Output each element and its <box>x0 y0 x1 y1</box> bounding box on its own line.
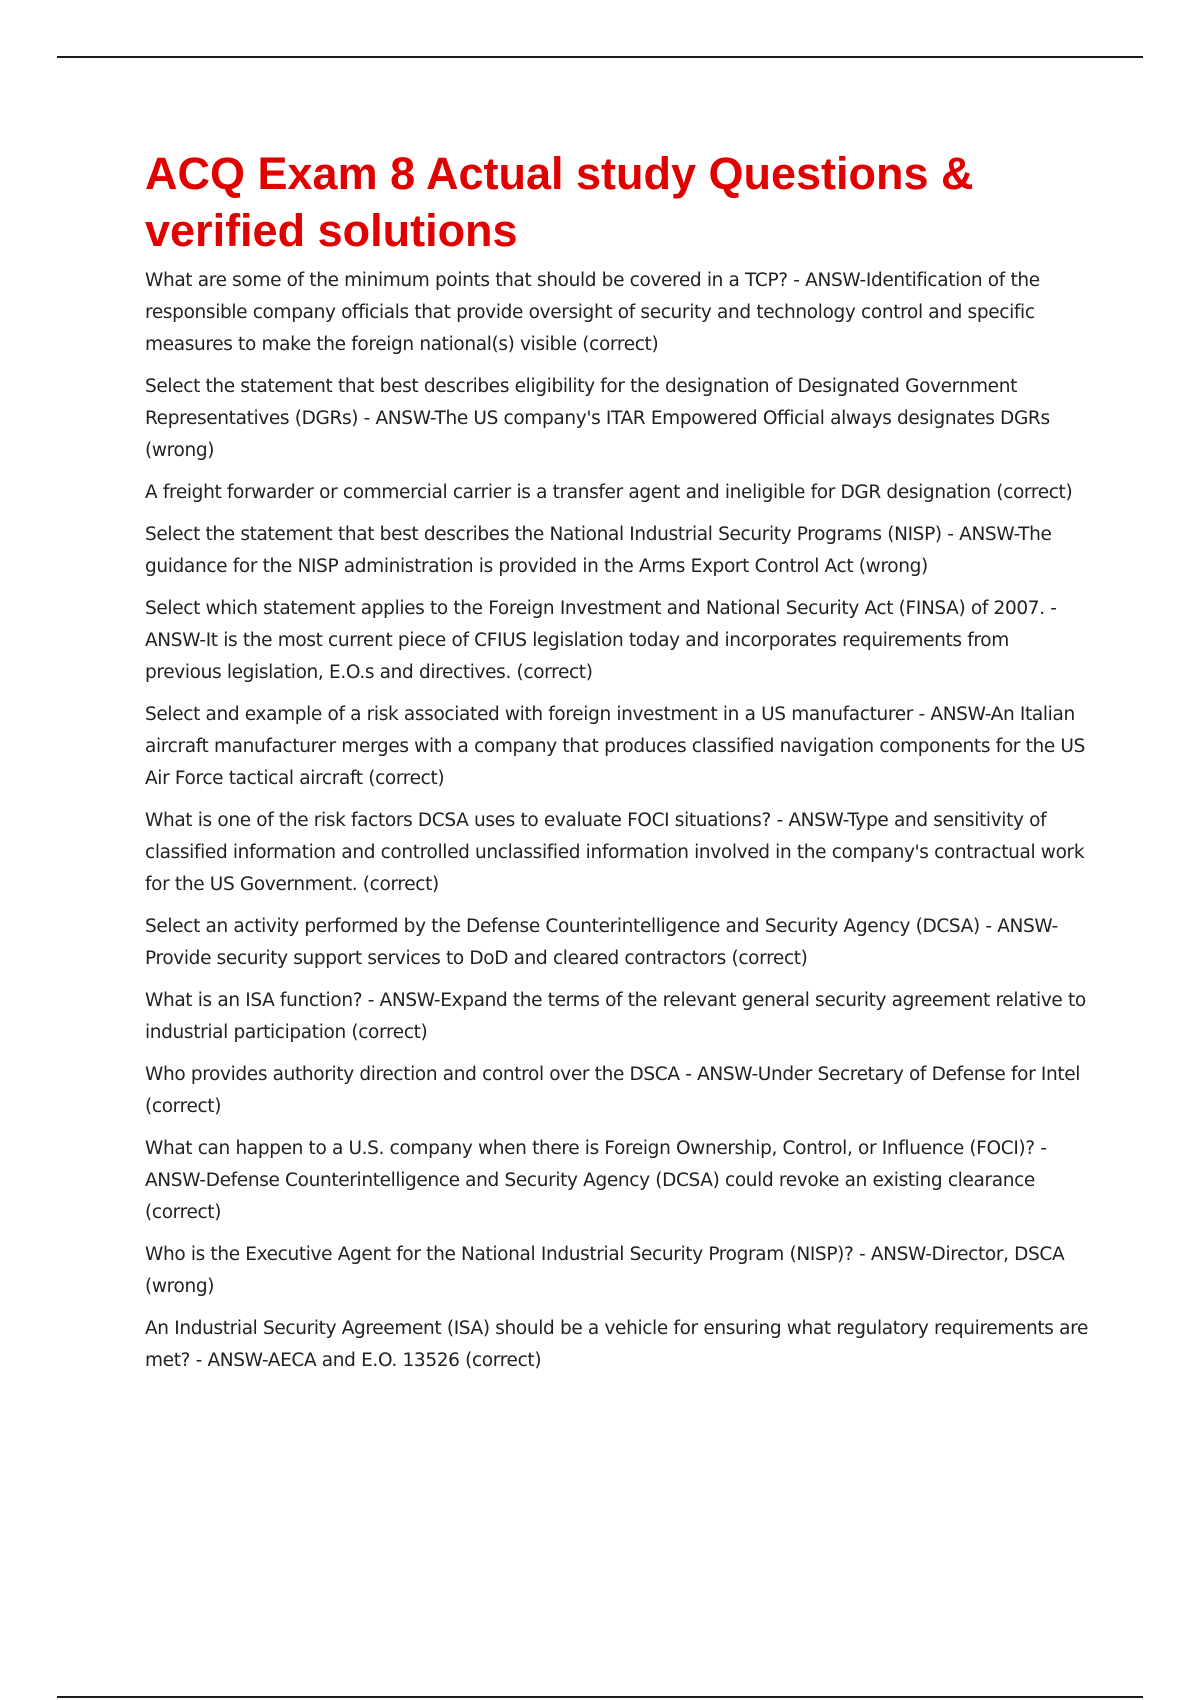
qa-entry: Select and example of a risk associated with foreign investment in a US manufacturer - ANSW-An Italian aircraft manufacturer merges with a company that produces classified navigation components for the US Air Force tactical aircraft (correct) <box>145 704 1086 789</box>
document-title: ACQ Exam 8 Actual study Questions & verified solutions <box>145 148 974 256</box>
qa-entry: Who is the Executive Agent for the National Industrial Security Program (NISP)? - ANSW-Director, DSCA (wrong) <box>145 1244 1065 1297</box>
qa-entry: Select the statement that best describes the National Industrial Security Programs (NISP) - ANSW-The guidance for the NISP administration is provided in the Arms Export Control Act (wrong) <box>145 524 1052 577</box>
footer-rule <box>57 1696 1143 1698</box>
qa-entry: A freight forwarder or commercial carrier is a transfer agent and ineligible for DGR designation (correct) <box>145 482 1073 503</box>
qa-entry: An Industrial Security Agreement (ISA) should be a vehicle for ensuring what regulatory requirements are met? - ANSW-AECA and E.O. 13526 (correct) <box>145 1318 1088 1371</box>
document-body <box>145 145 1090 1387</box>
qa-entry: What can happen to a U.S. company when there is Foreign Ownership, Control, or Influence (FOCI)? - ANSW-Defense Counterintelligence and Security Agency (DCSA) could revoke an existing clearance (correct) <box>145 1138 1047 1223</box>
qa-entry: Select the statement that best describes eligibility for the designation of Designated Government Representatives (DGRs) - ANSW-The US company's ITAR Empowered Official always designates DGRs (wrong) <box>145 376 1050 461</box>
qa-entry: What is one of the risk factors DCSA uses to evaluate FOCI situations? - ANSW-Type and sensitivity of classified information and controlled unclassified information involved in the company's contractual work for the US Government. (correct) <box>145 810 1085 895</box>
qa-entry: Select which statement applies to the Foreign Investment and National Security Act (FINSA) of 2007. - ANSW-It is the most current piece of CFIUS legislation today and incorporates requirements from previous legislation, E.O.s and directives. (correct) <box>145 598 1057 683</box>
qa-entry: Who provides authority direction and control over the DSCA - ANSW-Under Secretary of Defense for Intel (correct) <box>145 1064 1081 1117</box>
qa-entry: What are some of the minimum points that should be covered in a TCP? - ANSW-Identification of the responsible company officials that provide oversight of security and technology control and specific measures to make the foreign national(s) visible (correct) <box>145 270 1040 355</box>
qa-entry: Select an activity performed by the Defense Counterintelligence and Security Agency (DCSA) - ANSW-Provide security support services to DoD and cleared contractors (correct) <box>145 916 1058 969</box>
qa-entry: What is an ISA function? - ANSW-Expand the terms of the relevant general security agreement relative to industrial participation (correct) <box>145 990 1086 1043</box>
header-rule <box>57 56 1143 58</box>
